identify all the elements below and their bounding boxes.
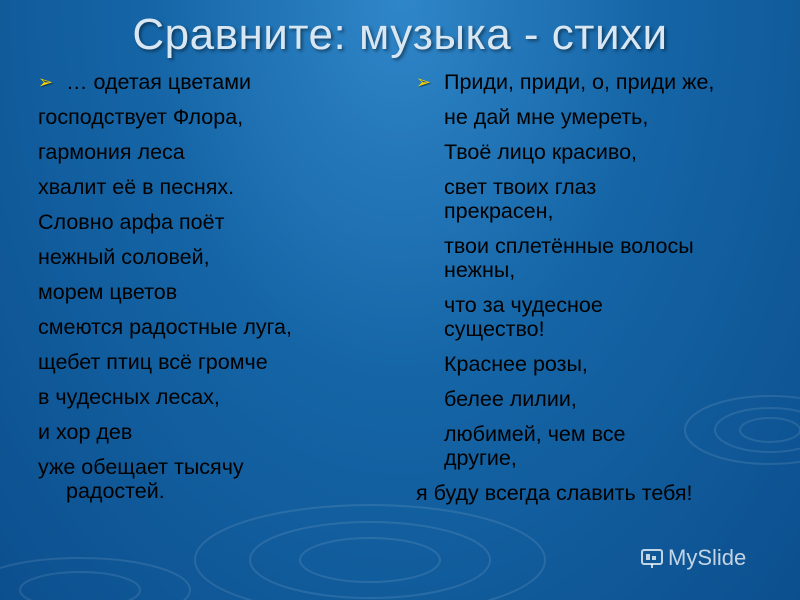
right-first-line: ➢ Приди, приди, о, приди же, (416, 70, 715, 94)
poem-line: господствует Флора, (38, 105, 244, 129)
poem-line: и хор дев (38, 420, 133, 444)
poem-line: уже обещает тысячу радостей. (38, 455, 244, 503)
poem-line: Краснее розы, (444, 352, 588, 376)
left-first-line: ➢ … одетая цветами (38, 70, 252, 94)
left-poem (38, 70, 388, 514)
poem-line: в чудесных лесах, (38, 385, 220, 409)
poem-line: смеются радостные луга, (38, 315, 292, 339)
poem-line: нежный соловей, (38, 245, 210, 269)
watermark-text: MySlide (668, 545, 747, 570)
watermark (640, 545, 746, 571)
poem-line: белее лилии, (444, 387, 577, 411)
poem-line: что за чудесное существо! (444, 293, 603, 341)
poem-line: твои сплетённые волосы нежны, (444, 234, 694, 282)
slide-title: Сравните: музыка - стихи (132, 10, 668, 59)
poem-line: свет твоих глаз прекрасен, (444, 175, 597, 223)
arrow-bullet-icon: ➢ (38, 72, 54, 92)
myslide-logo-icon (640, 546, 664, 570)
poem-line: не дай мне умереть, (444, 105, 649, 129)
right-poem (416, 70, 786, 516)
poem-line: Словно арфа поёт (38, 210, 225, 234)
arrow-bullet-icon: ➢ (416, 72, 432, 92)
poem-line: щебет птиц всё громче (38, 350, 268, 374)
poem-line: Твоё лицо красиво, (444, 140, 638, 164)
poem-line: хвалит её в песнях. (38, 175, 235, 199)
poem-line: гармония леса (38, 140, 185, 164)
poem-line: любимей, чем все другие, (444, 422, 626, 470)
poem-line: я буду всегда славить тебя! (416, 481, 693, 505)
poem-line: морем цветов (38, 280, 178, 304)
